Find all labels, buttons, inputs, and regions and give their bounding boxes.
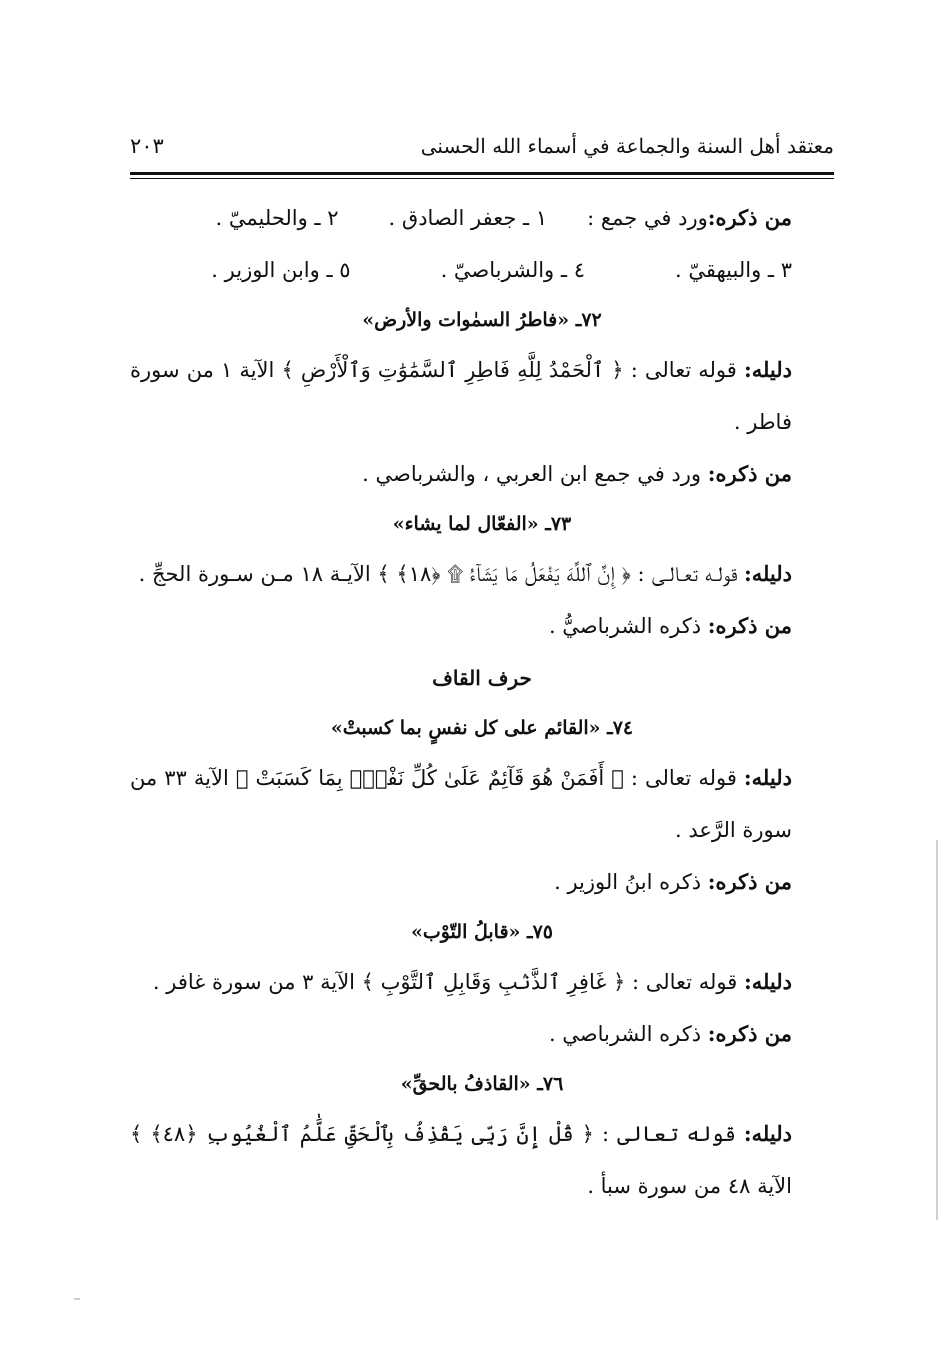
- entry-heading-76: ٧٦ـ «القاذفُ بالحقِّ»: [400, 1073, 564, 1095]
- entry-evidence-75: [130, 956, 834, 1008]
- entry-evidence-73: [130, 548, 834, 600]
- label-min-dhakarahu: من ذكره:: [707, 613, 792, 638]
- intro-line-1: [130, 192, 834, 244]
- evidence-text: قوله تعالى : ﴿ ٱلْحَمْدُ لِلَّهِ فَاطِرِ ٱلسَّمَٰوَٰتِ وَٱلْأَرْضِ ﴾ الآية ١ من سورة فاطر .: [130, 358, 792, 434]
- label-min-dhakarahu: من ذكره:: [707, 461, 792, 486]
- list-item: ٤ ـ والشرباصيّ .: [440, 258, 585, 282]
- header-rule: [130, 172, 834, 175]
- label-min-dhakarahu: من ذكره:: [707, 205, 792, 230]
- mentioned-text: ذكره الشرباصيُّ .: [548, 614, 702, 638]
- label-dalil: دليله:: [743, 969, 792, 994]
- page-number: ٢٠٣: [130, 134, 164, 158]
- label-min-dhakarahu: من ذكره:: [707, 1021, 792, 1046]
- entry-heading-73: ٧٣ـ «الفعّال لما يشاء»: [392, 513, 572, 535]
- entry-evidence-74: [130, 752, 834, 856]
- header-rule-thin: [130, 178, 834, 179]
- label-dalil: دليله:: [743, 1121, 792, 1146]
- entry-mentioned-by-73: [130, 600, 834, 652]
- intro-lead: ورد في جمع :: [587, 206, 708, 230]
- list-item: ٢ ـ والحليميّ .: [215, 206, 339, 230]
- entry-evidence-72: [130, 344, 834, 448]
- label-dalil: دليله:: [743, 357, 792, 382]
- running-header: [130, 134, 834, 170]
- entry-heading-72: ٧٢ـ «فاطرُ السمٰوات والأرض»: [362, 309, 602, 331]
- mentioned-text: ذكره ابنُ الوزير .: [554, 870, 702, 894]
- list-item: ١ ـ جعفر الصادق .: [388, 206, 548, 230]
- evidence-text: قوله تعالى : ﴿ قُلْ إِنَّ رَبِّى يَقْذِفُ بِٱلْحَقِّ عَلَّٰمُ ٱلْغُيُوبِ ﴿٤٨﴾ ﴾ الآية ٤٨ من سورة سبأ .: [130, 1122, 792, 1198]
- page-content: [130, 192, 834, 1212]
- evidence-text: قولـه تعـالـى : ﴿ إِنَّ ٱللَّهَ يَفْعَلُ مَا يَشَآءُ ۩ ﴿١٨﴾ ﴾ الآيـة ١٨ مـن سـورة الحجِّ .: [138, 562, 738, 586]
- label-dalil: دليله:: [743, 765, 792, 790]
- entry-mentioned-by-74: [130, 856, 834, 908]
- entry-heading-74: ٧٤ـ «القائم على كل نفسٍ بما كسبتْ»: [330, 717, 634, 739]
- intro-line-2: [130, 244, 834, 296]
- list-item: ٥ ـ وابن الوزير .: [211, 258, 351, 282]
- scan-speck: [74, 1298, 80, 1300]
- entry-evidence-76: [130, 1108, 834, 1212]
- label-min-dhakarahu: من ذكره:: [707, 869, 792, 894]
- scan-edge-mark: [936, 840, 938, 1220]
- section-heading: حرف القاف: [432, 666, 532, 690]
- list-item: ٣ ـ والبيهقيّ .: [675, 258, 792, 282]
- label-dalil: دليله:: [743, 561, 792, 586]
- mentioned-text: ورد في جمع ابن العربي ، والشرباصي .: [362, 462, 702, 486]
- entry-heading-75: ٧٥ـ «قابلُ التّوْب»: [410, 921, 554, 943]
- book-title: معتقد أهل السنة والجماعة في أسماء الله الحسنى: [420, 134, 834, 158]
- entry-mentioned-by-75: [130, 1008, 834, 1060]
- evidence-text: قوله تعالى : ﴿ أَفَمَنْ هُوَ قَآئِمٌ عَلَىٰ كُلِّ نَفْسٍۭ بِمَا كَسَبَتْ ﴾ الآية ٣٣ من سورة الرَّعد .: [130, 766, 792, 842]
- mentioned-text: ذكره الشرباصي .: [548, 1022, 702, 1046]
- entry-mentioned-by-72: [130, 448, 834, 500]
- evidence-text: قوله تعالى : ﴿ غَافِرِ ٱلذَّنۢبِ وَقَابِلِ ٱلتَّوْبِ ﴾ الآية ٣ من سورة غافر .: [152, 970, 738, 994]
